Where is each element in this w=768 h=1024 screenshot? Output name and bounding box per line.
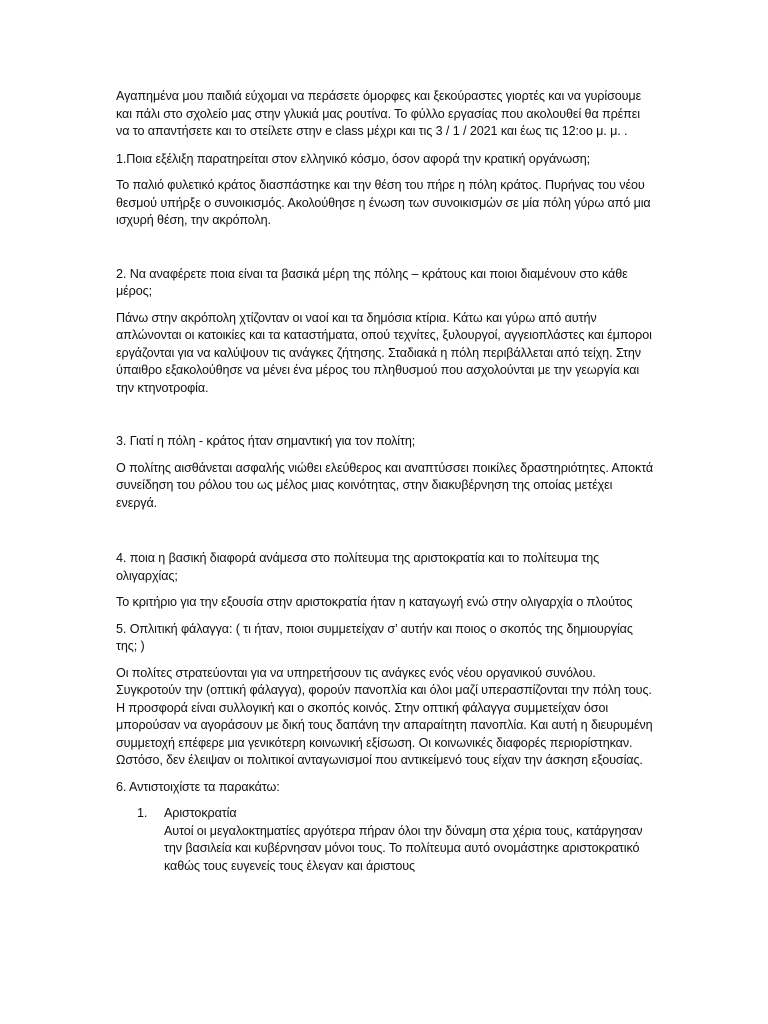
answer-3: Ο πολίτης αισθάνεται ασφαλής νιώθει ελεύθερος και αναπτύσσει ποικίλες δραστηριότητες. Αποκτά συνείδηση του ρόλου του ως μέλος μιας κοινότητας, στην διακυβέρνηση της οποίας μετέχει ενεργά. [116,460,654,510]
question-2: 2. Να αναφέρετε ποια είναι τα βασικά μέρη της πόλης – κράτους και ποιοι διαμένουν στο κάθε μέρος; [116,266,628,298]
list-item-text: Αυτοί οι μεγαλοκτηματίες αργότερα πήραν όλοι την δύναμη στα χέρια τους, κατάργησαν την βασιλεία και κυβέρνησαν μόνοι τους. Το πολίτευμα αυτό ονομάστηκε αριστοκρατικό καθώς τους ευγενείς τους έλεγαν και άριστους [164,823,643,873]
document-page [116,88,654,875]
list-item-number: 1. [137,806,148,820]
answer-1: Το παλιό φυλετικό κράτος διασπάστηκε και την θέση του πήρε η πόλη κράτος. Πυρήνας του νέου θεσμού υπήρξε ο συνοικισμός. Ακολούθησε η ένωση των συνοικισμών σε μία πόλη γύρω από μια ισχυρή θέση, την ακρόπολη. [116,178,651,227]
question-4: 4. ποια η βασική διαφορά ανάμεσα στο πολίτευμα της αριστοκρατία και το πολίτευμα της ολιγαρχίας; [116,551,600,583]
list-item-term: Αριστοκρατία [164,806,237,820]
intro-paragraph: Αγαπημένα μου παιδιά εύχομαι να περάσετε όμορφες και ξεκούραστες γιορτές και να γυρίσουμε και πάλι στο σχολείο μας στην γλυκιά μας ρουτίνα. Το φύλλο εργασίας που ακολουθεί θα πρέπει να το απαντήσετε και το στείλετε στην e class μέχρι και τις 3 / 1 / 2021 και έως τις 12:οο μ. μ. . [116,89,642,138]
question-3: 3. Γιατί η πόλη - κράτος ήταν σημαντική για τον πολίτη; [116,434,416,448]
matching-list [116,805,654,875]
question-1: 1.Ποια εξέλιξη παρατηρείται στον ελληνικό κόσμο, όσον αφορά την κρατική οργάνωση; [116,151,591,166]
answer-2: Πάνω στην ακρόπολη χτίζονταν οι ναοί και τα δημόσια κτίρια. Κάτω και γύρω από αυτήν απλώνονται οι κατοικίες και τα καταστήματα, οπού τεχνίτες, ξυλουργοί, αγγειοπλάστες και έμποροι εργάζονται για να καλύψουν τις ανάγκες ζήτησης. Σταδιακά η πόλη περιβάλλεται από τείχη. Στην ύπαιθρο εξακολούθησε να μένει ένα μέρος του πληθυσμού που ασχολούνται με την γεωργία και την κτηνοτροφία. [116,310,652,395]
list-item [116,805,654,875]
answer-5: Οι πολίτες στρατεύονται για να υπηρετήσουν τις ανάγκες ενός νέου οργανικού συνόλου. Συγκροτούν την (οπτική φάλαγγα), φορούν πανοπλία και όλοι μαζί υπερασπίζονται την πόλη τους. Η προσφορά είναι συλλογική και ο σκοπός κοινός. Στην οπτική φάλαγγα συμμετείχαν όσοι μπορούσαν να αγοράσουν με δική τους δαπάνη την απαραίτητη πανοπλία. Και αυτή η διευρυμένη συμμετοχή επέφερε μια γενικότερη κοινωνική εξίσωση. Οι κοινωνικές διαφορές περιορίστηκαν. Ωστόσο, δεν έλειψαν οι πολιτικοί ανταγωνισμοί που αντικείμενό τους είχαν την άσκηση εξουσίας. [116,665,653,767]
answer-4: Το κριτήριο για την εξουσία στην αριστοκρατία ήταν η καταγωγή ενώ στην ολιγαρχία ο πλούτος [116,595,633,609]
question-5: 5. Οπλιτική φάλαγγα: ( τι ήταν, ποιοι συμμετείχαν σ’ αυτήν και ποιος ο σκοπός της δημιουργίας της; ) [116,621,633,653]
question-6: 6. Αντιστοιχίστε τα παρακάτω: [116,779,280,794]
